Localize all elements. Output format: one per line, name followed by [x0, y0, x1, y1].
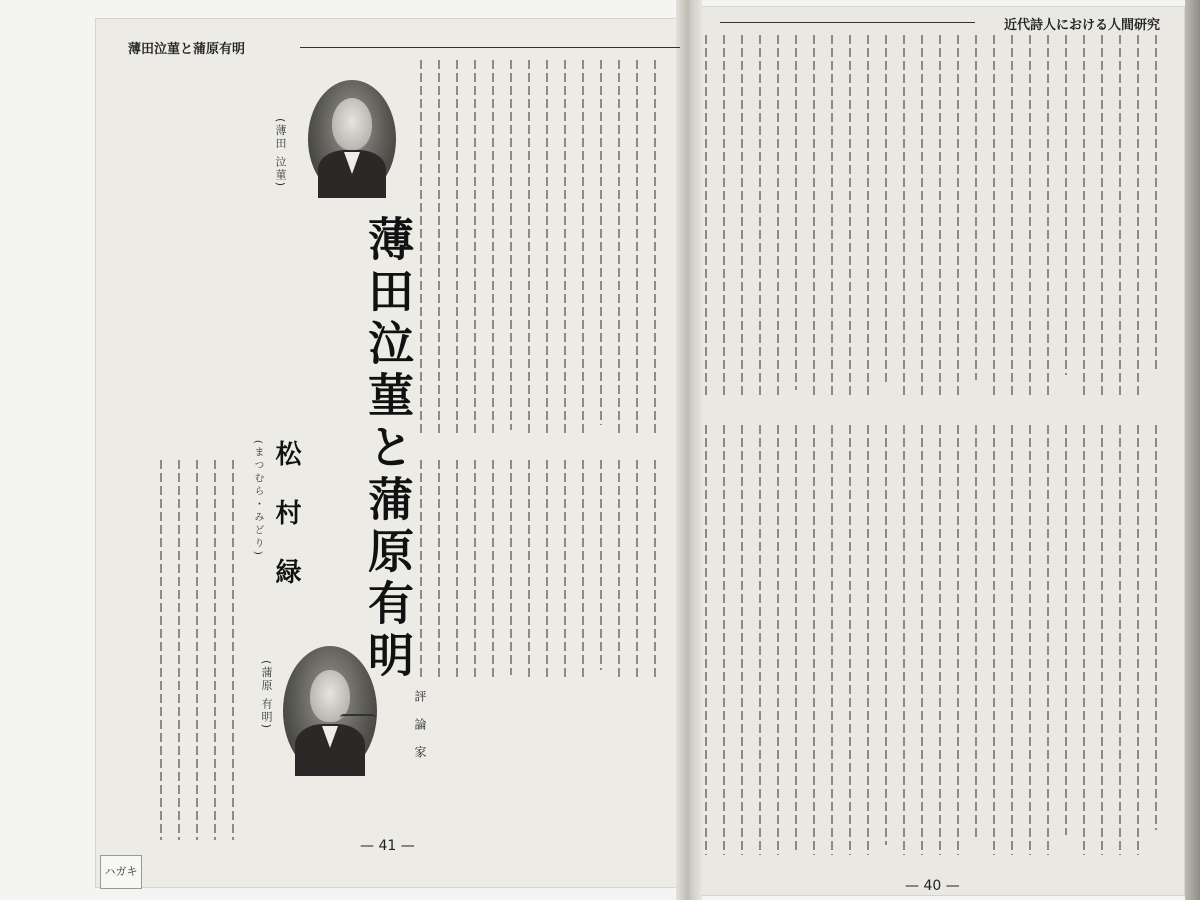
text-line [993, 35, 995, 395]
text-line [214, 460, 216, 840]
text-line [564, 60, 566, 435]
text-line [723, 35, 725, 395]
text-line [654, 460, 656, 680]
text-line [867, 425, 869, 855]
text-line [1011, 425, 1013, 855]
text-line [885, 425, 887, 845]
text-line [1029, 35, 1031, 395]
portrait-susukida-kyukin [308, 80, 396, 198]
text-line [474, 460, 476, 680]
text-line [957, 425, 959, 855]
text-line [456, 460, 458, 680]
text-line [813, 35, 815, 395]
running-head-rule-left [300, 47, 680, 48]
text-line [939, 425, 941, 855]
glasses [340, 714, 376, 726]
author-role: 評 論 家 [413, 690, 427, 764]
text-line [741, 425, 743, 855]
text-line [1029, 425, 1031, 855]
text-line [1137, 425, 1139, 855]
page-number-right: — 40 — [905, 878, 960, 894]
text-line [528, 460, 530, 680]
author-name: 松 村 緑 [271, 440, 301, 597]
text-line [1155, 35, 1157, 370]
text-line [546, 60, 548, 435]
text-line [1047, 425, 1049, 855]
portrait-face [332, 98, 372, 150]
text-line [510, 460, 512, 675]
text-line [993, 425, 995, 855]
text-line [1065, 35, 1067, 375]
text-line [582, 460, 584, 680]
text-line [957, 35, 959, 395]
side-tab: ハガキ [100, 855, 142, 889]
text-line [921, 35, 923, 395]
author-reading: (まつむら・みどり) [252, 440, 263, 558]
text-line [903, 425, 905, 855]
text-line [777, 425, 779, 855]
text-line [1155, 425, 1157, 830]
text-line [795, 35, 797, 390]
text-line [600, 60, 602, 425]
page-number-left: — 41 — [360, 838, 415, 854]
body-text-left-lower [160, 460, 250, 840]
text-line [903, 35, 905, 395]
text-line [636, 60, 638, 435]
text-line [975, 425, 977, 840]
text-line [492, 460, 494, 680]
text-line [1101, 35, 1103, 395]
text-line [546, 460, 548, 680]
body-text-right-upper [705, 35, 1175, 395]
text-line [813, 425, 815, 855]
text-line [759, 35, 761, 395]
text-line [618, 460, 620, 680]
portrait-caption-top: (薄田 泣菫) [274, 118, 287, 189]
text-line [1065, 425, 1067, 835]
text-line [636, 460, 638, 680]
running-head-right: 近代詩人における人間研究 [1003, 18, 1160, 33]
text-line [741, 35, 743, 395]
text-line [438, 460, 440, 680]
text-line [1119, 425, 1121, 855]
text-line [939, 35, 941, 395]
text-line [705, 35, 707, 395]
text-line [564, 460, 566, 680]
body-text-left-middle [420, 460, 680, 680]
background-edge [1185, 0, 1200, 900]
text-line [795, 425, 797, 850]
text-line [1011, 35, 1013, 395]
text-line [849, 425, 851, 855]
text-line [160, 460, 162, 840]
text-line [831, 425, 833, 855]
text-line [456, 60, 458, 435]
text-line [1083, 35, 1085, 395]
text-line [1101, 425, 1103, 855]
text-line [705, 425, 707, 855]
text-line [867, 35, 869, 395]
text-line [528, 60, 530, 435]
text-line [1137, 35, 1139, 395]
text-line [1083, 425, 1085, 855]
text-line [885, 35, 887, 385]
text-line [849, 35, 851, 395]
running-head-left: 薄田泣菫と蒲原有明 [128, 42, 246, 57]
text-line [178, 460, 180, 840]
article-title: 薄田泣菫と蒲原有明 [361, 215, 415, 683]
text-line [582, 60, 584, 435]
text-line [723, 425, 725, 855]
portrait-caption-bottom: (蒲原 有明) [260, 660, 273, 731]
text-line [510, 60, 512, 430]
text-line [831, 35, 833, 395]
text-line [975, 35, 977, 380]
text-line [777, 35, 779, 395]
portrait-face [310, 670, 350, 722]
text-line [759, 425, 761, 855]
running-head-rule-right [720, 22, 975, 23]
text-line [654, 60, 656, 435]
text-line [196, 460, 198, 840]
text-line [600, 460, 602, 670]
text-line [1047, 35, 1049, 395]
body-text-right-lower [705, 425, 1175, 855]
text-line [921, 425, 923, 855]
text-line [474, 60, 476, 435]
text-line [1119, 35, 1121, 395]
text-line [618, 60, 620, 435]
body-text-left-upper [420, 60, 680, 435]
text-line [492, 60, 494, 435]
text-line [438, 60, 440, 435]
text-line [232, 460, 234, 840]
